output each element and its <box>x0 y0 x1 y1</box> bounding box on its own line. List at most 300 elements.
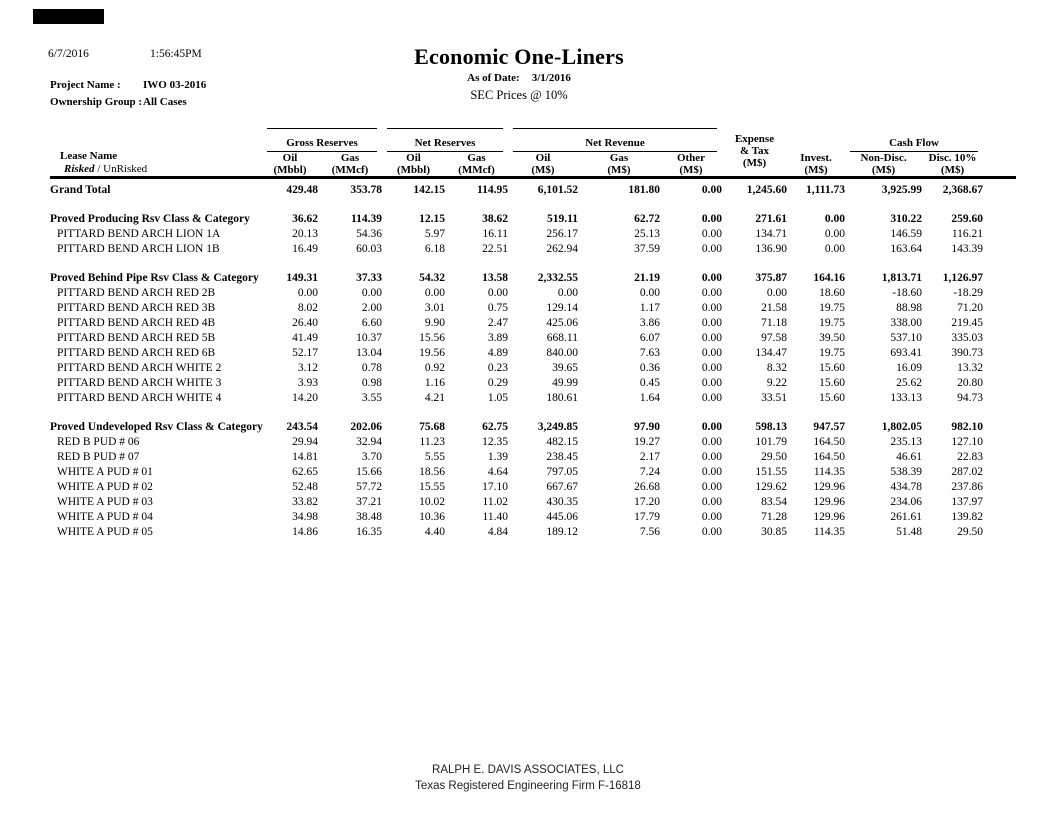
value-cell: 4.40 <box>424 526 445 538</box>
lease-row <box>50 242 1016 257</box>
col-expense-tax: Expense & Tax (M$) <box>722 125 787 178</box>
row-spacer-cell <box>983 450 1016 465</box>
value-cell: 164.50 <box>813 451 846 463</box>
col-revenue-gas: Gas (M$) <box>578 152 660 178</box>
lease-name-cell: RED B PUD # 07 <box>57 451 140 463</box>
value-cell: 338.00 <box>890 317 923 329</box>
value-cell: 256.17 <box>546 228 578 240</box>
value-cell: 60.03 <box>356 243 382 255</box>
value-cell: 19.27 <box>634 436 660 448</box>
value-cell: 97.58 <box>761 332 788 344</box>
row-spacer-cell <box>983 178 1016 199</box>
value-cell: 54.32 <box>419 272 445 284</box>
value-cell: 38.62 <box>482 213 508 225</box>
value-cell: 10.02 <box>419 496 445 508</box>
lease-name-cell: PITTARD BEND ARCH RED 5B <box>57 332 216 344</box>
row-spacer-cell <box>983 376 1016 391</box>
value-cell: 62.75 <box>482 421 508 433</box>
value-cell: 19.56 <box>419 347 445 359</box>
value-cell: 97.90 <box>634 421 660 433</box>
row-spacer-cell <box>983 286 1016 301</box>
value-cell: 33.82 <box>292 496 318 508</box>
footer-registration: Texas Registered Engineering Firm F-16818 <box>415 780 641 792</box>
footer-company: RALPH E. DAVIS ASSOCIATES, LLC <box>432 764 624 776</box>
value-cell: 310.22 <box>890 213 923 225</box>
col-cashflow-disc: Disc. 10% (M$) <box>922 152 983 178</box>
value-cell: 0.00 <box>701 526 723 538</box>
value-cell: 0.00 <box>701 228 723 240</box>
row-spacer-cell <box>983 435 1016 450</box>
value-cell: 39.50 <box>819 332 846 344</box>
value-cell: 37.33 <box>356 272 382 284</box>
value-cell: 94.73 <box>957 392 984 404</box>
value-cell: 1,802.05 <box>881 421 923 433</box>
value-cell: 261.61 <box>890 511 923 523</box>
value-cell: 3,925.99 <box>881 184 923 196</box>
value-cell: 143.39 <box>951 243 984 255</box>
lease-name-cell: Proved Undeveloped Rsv Class & Category <box>50 421 263 433</box>
lease-row <box>50 435 1016 450</box>
value-cell: 0.29 <box>487 377 508 389</box>
grand-total-row <box>50 178 1016 199</box>
value-cell: 25.13 <box>634 228 660 240</box>
group-gross-reserves: Gross Reserves <box>262 125 382 152</box>
value-cell: 0.00 <box>701 466 723 478</box>
col-net-oil: Oil (Mbbl) <box>382 152 445 178</box>
value-cell: 13.04 <box>356 347 382 359</box>
lease-row <box>50 391 1016 406</box>
value-cell: 19.75 <box>819 317 846 329</box>
value-cell: 13.32 <box>957 362 984 374</box>
lease-row <box>50 510 1016 525</box>
value-cell: 0.23 <box>487 362 508 374</box>
value-cell: 46.61 <box>896 451 923 463</box>
value-cell: 189.12 <box>546 526 578 538</box>
value-cell: 149.31 <box>286 272 318 284</box>
lease-name-cell: Proved Behind Pipe Rsv Class & Category <box>50 272 259 284</box>
value-cell: 1.64 <box>639 392 660 404</box>
lease-name-cell: Proved Producing Rsv Class & Category <box>50 213 250 225</box>
row-spacer-cell <box>983 525 1016 540</box>
value-cell: 4.21 <box>424 392 445 404</box>
value-cell: 114.35 <box>813 526 846 538</box>
value-cell: 840.00 <box>546 347 578 359</box>
value-cell: 15.60 <box>819 377 846 389</box>
value-cell: 537.10 <box>890 332 923 344</box>
value-cell: 9.22 <box>766 377 788 389</box>
value-cell: 75.68 <box>419 421 445 433</box>
value-cell: 139.82 <box>951 511 984 523</box>
row-spacer-cell <box>983 316 1016 331</box>
value-cell: 34.98 <box>292 511 318 523</box>
lease-name-cell: PITTARD BEND ARCH RED 3B <box>57 302 216 314</box>
lease-name-cell: PITTARD BEND ARCH RED 4B <box>57 317 216 329</box>
value-cell: 0.98 <box>361 377 382 389</box>
value-cell: 71.20 <box>957 302 984 314</box>
value-cell: 6.18 <box>424 243 445 255</box>
value-cell: 0.00 <box>701 243 723 255</box>
lease-row <box>50 331 1016 346</box>
col-gross-gas: Gas (MMcf) <box>318 152 382 178</box>
value-cell: 0.00 <box>557 287 578 299</box>
value-cell: 7.56 <box>639 526 660 538</box>
value-cell: 22.83 <box>957 451 984 463</box>
value-cell: 18.56 <box>419 466 445 478</box>
value-cell: 25.62 <box>896 377 923 389</box>
lease-row <box>50 301 1016 316</box>
value-cell: 16.09 <box>896 362 923 374</box>
value-cell: 237.86 <box>951 481 984 493</box>
value-cell: 234.06 <box>890 496 923 508</box>
lease-row <box>50 286 1016 301</box>
lease-name-cell: WHITE A PUD # 02 <box>57 481 153 493</box>
value-cell: 335.03 <box>951 332 984 344</box>
ownership-group-value: All Cases <box>143 96 187 108</box>
row-spacer-cell <box>983 271 1016 286</box>
value-cell: 37.59 <box>634 243 660 255</box>
value-cell: 1.39 <box>487 451 508 463</box>
value-cell: 133.13 <box>890 392 923 404</box>
lease-row <box>50 361 1016 376</box>
lease-row <box>50 376 1016 391</box>
value-cell: 982.10 <box>951 421 984 433</box>
printed-time: 1:56:45PM <box>150 48 202 60</box>
value-cell: 11.23 <box>419 436 445 448</box>
value-cell: 445.06 <box>546 511 578 523</box>
value-cell: 10.36 <box>419 511 445 523</box>
value-cell: 18.60 <box>819 287 846 299</box>
value-cell: 14.81 <box>292 451 318 463</box>
value-cell: 101.79 <box>755 436 788 448</box>
value-cell: 29.50 <box>957 526 984 538</box>
col-cashflow-nondisc: Non-Disc. (M$) <box>845 152 922 178</box>
value-cell: 0.00 <box>701 451 723 463</box>
lease-name-cell: WHITE A PUD # 05 <box>57 526 153 538</box>
value-cell: 430.35 <box>546 496 578 508</box>
value-cell: 353.78 <box>350 184 382 196</box>
value-cell: 129.96 <box>813 496 846 508</box>
value-cell: 14.86 <box>292 526 318 538</box>
value-cell: 22.51 <box>482 243 508 255</box>
value-cell: 0.00 <box>639 287 660 299</box>
value-cell: 151.55 <box>755 466 788 478</box>
row-spacer-cell <box>983 510 1016 525</box>
lease-row <box>50 227 1016 242</box>
value-cell: 0.00 <box>701 213 723 225</box>
gap-row <box>50 198 1016 212</box>
value-cell: 114.95 <box>477 184 508 196</box>
value-cell: 2,332.55 <box>537 272 578 284</box>
value-cell: 15.60 <box>819 362 846 374</box>
value-cell: 390.73 <box>951 347 984 359</box>
value-cell: 271.61 <box>755 213 788 225</box>
value-cell: 2.00 <box>361 302 382 314</box>
lease-name-cell: WHITE A PUD # 01 <box>57 466 153 478</box>
value-cell: 425.06 <box>546 317 578 329</box>
value-cell: 0.75 <box>487 302 508 314</box>
row-spacer-cell <box>983 495 1016 510</box>
value-cell: 164.50 <box>813 436 846 448</box>
table-body <box>50 178 1016 541</box>
value-cell: 243.54 <box>286 421 318 433</box>
value-cell: -18.60 <box>892 287 923 299</box>
value-cell: 62.65 <box>292 466 318 478</box>
lease-name-cell: PITTARD BEND ARCH LION 1A <box>57 228 221 240</box>
value-cell: 52.17 <box>292 347 318 359</box>
risked-unrisked-label: Risked / UnRisked <box>64 163 148 175</box>
value-cell: 693.41 <box>890 347 923 359</box>
value-cell: 16.11 <box>482 228 508 240</box>
value-cell: 0.92 <box>424 362 445 374</box>
value-cell: 51.48 <box>896 526 923 538</box>
value-cell: 1,813.71 <box>881 272 923 284</box>
value-cell: 0.00 <box>487 287 508 299</box>
value-cell: 7.24 <box>639 466 660 478</box>
value-cell: 3.93 <box>297 377 318 389</box>
value-cell: 0.00 <box>701 347 723 359</box>
value-cell: 1.05 <box>487 392 508 404</box>
value-cell: 114.39 <box>351 213 382 225</box>
value-cell: 129.62 <box>755 481 788 493</box>
value-cell: 6,101.52 <box>537 184 578 196</box>
value-cell: 0.00 <box>701 362 723 374</box>
row-spacer-cell <box>983 242 1016 257</box>
value-cell: 15.56 <box>419 332 445 344</box>
value-cell: 146.59 <box>890 228 923 240</box>
value-cell: 1,245.60 <box>746 184 788 196</box>
value-cell: 0.00 <box>701 481 723 493</box>
value-cell: 129.96 <box>813 511 846 523</box>
project-name-row <box>50 79 207 91</box>
value-cell: 15.66 <box>356 466 382 478</box>
lease-row <box>50 525 1016 540</box>
value-cell: 129.96 <box>813 481 846 493</box>
value-cell: 202.06 <box>350 421 382 433</box>
lease-row <box>50 450 1016 465</box>
value-cell: 3.01 <box>424 302 445 314</box>
value-cell: 0.00 <box>701 436 723 448</box>
value-cell: 11.02 <box>482 496 508 508</box>
row-spacer-cell <box>983 346 1016 361</box>
value-cell: 88.98 <box>896 302 923 314</box>
value-cell: 0.00 <box>701 496 723 508</box>
value-cell: 4.64 <box>487 466 508 478</box>
col-revenue-other: Other (M$) <box>660 152 722 178</box>
header-spacer-cell <box>983 125 1016 178</box>
value-cell: 37.21 <box>356 496 382 508</box>
value-cell: 434.78 <box>890 481 923 493</box>
value-cell: 116.21 <box>951 228 984 240</box>
value-cell: 8.02 <box>297 302 318 314</box>
value-cell: 114.35 <box>813 466 846 478</box>
value-cell: 538.39 <box>890 466 923 478</box>
value-cell: 3.70 <box>361 451 382 463</box>
value-cell: 0.00 <box>824 213 846 225</box>
value-cell: 797.05 <box>546 466 578 478</box>
value-cell: 0.00 <box>424 287 445 299</box>
value-cell: 129.14 <box>546 302 578 314</box>
value-cell: 7.63 <box>639 347 660 359</box>
value-cell: 17.20 <box>634 496 660 508</box>
value-cell: 0.00 <box>701 377 723 389</box>
value-cell: 62.72 <box>634 213 660 225</box>
value-cell: 136.90 <box>755 243 788 255</box>
value-cell: 0.00 <box>701 332 723 344</box>
lease-row <box>50 465 1016 480</box>
value-cell: 12.15 <box>419 213 445 225</box>
value-cell: 2,368.67 <box>942 184 984 196</box>
ownership-group-row <box>50 96 187 108</box>
lease-name-cell: PITTARD BEND ARCH WHITE 4 <box>57 392 222 404</box>
lease-row <box>50 316 1016 331</box>
value-cell: 668.11 <box>546 332 578 344</box>
col-revenue-oil: Oil (M$) <box>508 152 578 178</box>
value-cell: 9.90 <box>424 317 445 329</box>
value-cell: 667.67 <box>546 481 578 493</box>
value-cell: 26.68 <box>634 481 660 493</box>
value-cell: 0.00 <box>361 287 382 299</box>
value-cell: 0.00 <box>766 287 788 299</box>
col-net-gas: Gas (MMcf) <box>445 152 508 178</box>
value-cell: 32.94 <box>356 436 382 448</box>
value-cell: 0.45 <box>639 377 660 389</box>
value-cell: 0.00 <box>824 228 846 240</box>
value-cell: 262.94 <box>546 243 578 255</box>
group-net-reserves: Net Reserves <box>382 125 508 152</box>
value-cell: 54.36 <box>356 228 382 240</box>
value-cell: 6.07 <box>639 332 660 344</box>
row-spacer-cell <box>983 361 1016 376</box>
value-cell: 19.75 <box>819 302 846 314</box>
value-cell: 3.55 <box>361 392 382 404</box>
value-cell: 52.48 <box>292 481 318 493</box>
value-cell: 0.00 <box>701 421 723 433</box>
value-cell: 164.16 <box>813 272 846 284</box>
value-cell: 235.13 <box>890 436 923 448</box>
lease-name-cell: Grand Total <box>50 184 111 196</box>
group-cash-flow: Cash Flow <box>845 125 983 152</box>
value-cell: 17.79 <box>634 511 660 523</box>
price-deck: SEC Prices @ 10% <box>470 88 568 102</box>
as-of-date <box>319 72 719 84</box>
economics-table <box>50 125 1016 540</box>
value-cell: 180.61 <box>546 392 578 404</box>
lease-name-cell: WHITE A PUD # 04 <box>57 511 153 523</box>
value-cell: 71.28 <box>761 511 788 523</box>
value-cell: 20.13 <box>292 228 318 240</box>
value-cell: 429.48 <box>286 184 318 196</box>
lease-name-cell: WHITE A PUD # 03 <box>57 496 153 508</box>
value-cell: 29.50 <box>761 451 788 463</box>
value-cell: 3.89 <box>487 332 508 344</box>
value-cell: 30.85 <box>761 526 788 538</box>
lease-name-cell: PITTARD BEND ARCH WHITE 3 <box>57 377 222 389</box>
value-cell: 181.80 <box>628 184 660 196</box>
project-name-value: IWO 03-2016 <box>143 79 207 91</box>
page-title: Economic One-Liners <box>414 44 624 69</box>
value-cell: 19.75 <box>819 347 846 359</box>
value-cell: 38.48 <box>356 511 382 523</box>
col-invest: Invest. (M$) <box>787 125 845 178</box>
value-cell: 0.78 <box>361 362 382 374</box>
value-cell: 163.64 <box>890 243 923 255</box>
value-cell: 16.49 <box>292 243 318 255</box>
value-cell: 598.13 <box>755 421 788 433</box>
value-cell: 36.62 <box>292 213 318 225</box>
value-cell: 20.80 <box>957 377 984 389</box>
row-spacer-cell <box>983 212 1016 227</box>
value-cell: 39.65 <box>552 362 578 374</box>
value-cell: 21.19 <box>634 272 660 284</box>
value-cell: 57.72 <box>356 481 382 493</box>
row-spacer-cell <box>983 301 1016 316</box>
value-cell: 0.00 <box>701 317 723 329</box>
value-cell: 1.17 <box>639 302 660 314</box>
value-cell: 287.02 <box>951 466 984 478</box>
value-cell: 0.00 <box>701 184 723 196</box>
value-cell: 1,111.73 <box>806 184 846 196</box>
value-cell: 8.32 <box>766 362 788 374</box>
value-cell: 15.55 <box>419 481 445 493</box>
section-header-row <box>50 420 1016 435</box>
value-cell: 0.00 <box>701 287 723 299</box>
value-cell: 0.00 <box>297 287 318 299</box>
row-spacer-cell <box>983 391 1016 406</box>
value-cell: 259.60 <box>951 213 984 225</box>
value-cell: 26.40 <box>292 317 318 329</box>
row-spacer-cell <box>983 331 1016 346</box>
value-cell: 11.40 <box>482 511 508 523</box>
value-cell: 127.10 <box>951 436 984 448</box>
value-cell: 12.35 <box>482 436 508 448</box>
section-header-row <box>50 212 1016 227</box>
value-cell: 947.57 <box>813 421 846 433</box>
value-cell: 5.55 <box>424 451 445 463</box>
value-cell: 137.97 <box>951 496 984 508</box>
value-cell: 0.00 <box>824 243 846 255</box>
value-cell: 49.99 <box>552 377 578 389</box>
value-cell: 71.18 <box>761 317 788 329</box>
value-cell: 375.87 <box>755 272 788 284</box>
gap-row <box>50 406 1016 420</box>
value-cell: 16.35 <box>356 526 382 538</box>
value-cell: 0.36 <box>639 362 660 374</box>
value-cell: 142.15 <box>413 184 445 196</box>
lease-name-header <box>50 125 262 178</box>
value-cell: 15.60 <box>819 392 846 404</box>
lease-name-cell: RED B PUD # 06 <box>57 436 140 448</box>
printed-date: 6/7/2016 <box>48 48 89 60</box>
value-cell: 6.60 <box>361 317 382 329</box>
value-cell: 29.94 <box>292 436 318 448</box>
lease-name-cell: PITTARD BEND ARCH RED 6B <box>57 347 216 359</box>
ownership-group-label: Ownership Group : <box>50 96 143 108</box>
redacted-stamp <box>33 9 104 24</box>
as-of-date-value: 3/1/2016 <box>531 72 571 84</box>
value-cell: 33.51 <box>761 392 788 404</box>
group-net-revenue: Net Revenue <box>508 125 722 152</box>
gap-row <box>50 257 1016 271</box>
value-cell: 21.58 <box>761 302 788 314</box>
value-cell: 14.20 <box>292 392 318 404</box>
value-cell: 0.00 <box>701 392 723 404</box>
lease-name-cell: PITTARD BEND ARCH LION 1B <box>57 243 220 255</box>
as-of-date-label: As of Date: <box>467 72 520 84</box>
value-cell: 134.71 <box>755 228 788 240</box>
value-cell: 1.16 <box>424 377 445 389</box>
title-block <box>319 44 719 103</box>
value-cell: 3.86 <box>639 317 660 329</box>
